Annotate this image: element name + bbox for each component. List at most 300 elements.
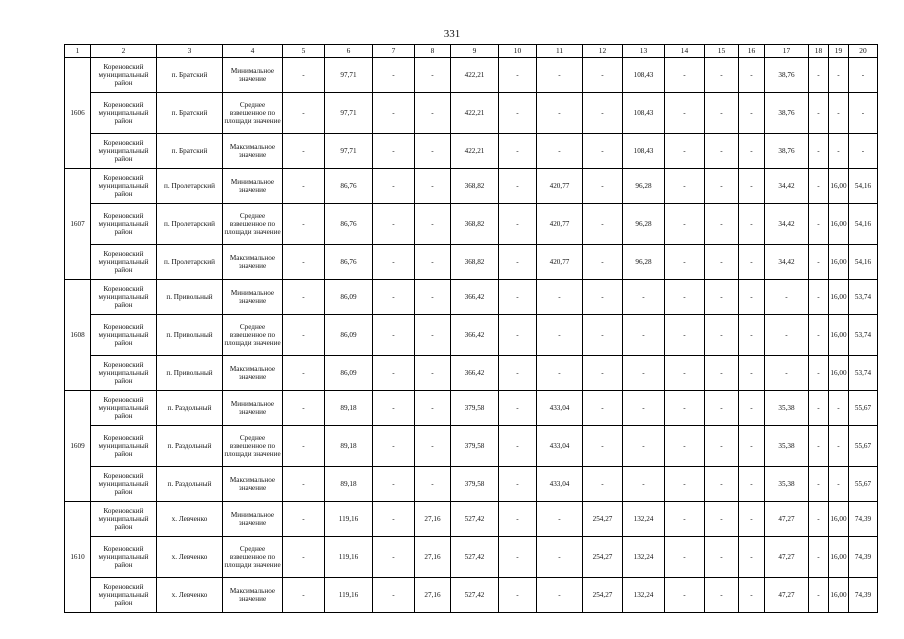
- value-cell: -: [665, 245, 705, 280]
- value-cell: -: [583, 134, 623, 169]
- district-cell: Кореновский муниципальный район: [91, 93, 157, 134]
- value-cell: -: [705, 93, 739, 134]
- value-cell: -: [809, 467, 829, 502]
- value-cell: 379,58: [451, 391, 499, 426]
- value-cell: -: [499, 537, 537, 578]
- value-cell: -: [283, 58, 325, 93]
- value-cell: -: [283, 315, 325, 356]
- statistic-cell: Среднее взвешенное по площади значение: [223, 537, 283, 578]
- value-cell: -: [665, 356, 705, 391]
- value-cell: -: [583, 391, 623, 426]
- district-cell: Кореновский муниципальный район: [91, 502, 157, 537]
- value-cell: 132,24: [623, 537, 665, 578]
- value-cell: 54,16: [849, 204, 878, 245]
- value-cell: 27,16: [415, 502, 451, 537]
- value-cell: -: [623, 467, 665, 502]
- value-cell: -: [739, 537, 765, 578]
- statistic-cell: Среднее взвешенное по площади значение: [223, 204, 283, 245]
- value-cell: -: [809, 502, 829, 537]
- value-cell: 379,58: [451, 467, 499, 502]
- statistic-cell: Максимальное значение: [223, 134, 283, 169]
- value-cell: 55,67: [849, 426, 878, 467]
- value-cell: 527,42: [451, 502, 499, 537]
- value-cell: -: [537, 134, 583, 169]
- value-cell: 38,76: [765, 93, 809, 134]
- value-cell: -: [809, 134, 829, 169]
- value-cell: -: [623, 391, 665, 426]
- column-header: 4: [223, 45, 283, 58]
- settlement-cell: х. Левченко: [157, 537, 223, 578]
- value-cell: 16,00: [829, 169, 849, 204]
- value-cell: -: [665, 426, 705, 467]
- value-cell: -: [415, 134, 451, 169]
- page-number: 331: [443, 28, 461, 40]
- value-cell: -: [705, 391, 739, 426]
- value-cell: -: [373, 578, 415, 613]
- value-cell: 74,39: [849, 502, 878, 537]
- value-cell: -: [829, 134, 849, 169]
- column-header: 19: [829, 45, 849, 58]
- table-row: [65, 391, 878, 426]
- value-cell: 34,42: [765, 204, 809, 245]
- column-header: 9: [451, 45, 499, 58]
- district-cell: Кореновский муниципальный район: [91, 169, 157, 204]
- value-cell: -: [765, 356, 809, 391]
- value-cell: -: [739, 169, 765, 204]
- settlement-cell: п. Братский: [157, 58, 223, 93]
- column-header: 12: [583, 45, 623, 58]
- value-cell: -: [415, 356, 451, 391]
- value-cell: -: [705, 502, 739, 537]
- value-cell: -: [665, 280, 705, 315]
- value-cell: 420,77: [537, 169, 583, 204]
- statistic-cell: Минимальное значение: [223, 280, 283, 315]
- value-cell: -: [809, 169, 829, 204]
- value-cell: -: [583, 356, 623, 391]
- value-cell: 254,27: [583, 502, 623, 537]
- table-row: [65, 93, 878, 134]
- value-cell: 422,21: [451, 58, 499, 93]
- value-cell: -: [809, 315, 829, 356]
- settlement-cell: х. Левченко: [157, 502, 223, 537]
- value-cell: -: [623, 356, 665, 391]
- table-row: [65, 58, 878, 93]
- value-cell: -: [829, 58, 849, 93]
- value-cell: -: [415, 391, 451, 426]
- value-cell: 86,09: [325, 280, 373, 315]
- value-cell: 74,39: [849, 578, 878, 613]
- value-cell: -: [373, 169, 415, 204]
- value-cell: 422,21: [451, 93, 499, 134]
- district-cell: Кореновский муниципальный район: [91, 426, 157, 467]
- value-cell: 16,00: [829, 537, 849, 578]
- value-cell: 16,00: [829, 502, 849, 537]
- value-cell: 433,04: [537, 391, 583, 426]
- settlement-cell: п. Раздольный: [157, 467, 223, 502]
- value-cell: -: [283, 134, 325, 169]
- value-cell: -: [537, 537, 583, 578]
- value-cell: -: [739, 204, 765, 245]
- value-cell: -: [705, 204, 739, 245]
- value-cell: -: [739, 426, 765, 467]
- value-cell: -: [739, 467, 765, 502]
- value-cell: -: [623, 315, 665, 356]
- value-cell: 47,27: [765, 502, 809, 537]
- value-cell: -: [705, 134, 739, 169]
- district-cell: Кореновский муниципальный район: [91, 58, 157, 93]
- value-cell: 16,00: [829, 204, 849, 245]
- value-cell: -: [373, 356, 415, 391]
- value-cell: 53,74: [849, 280, 878, 315]
- value-cell: 108,43: [623, 93, 665, 134]
- value-cell: -: [415, 93, 451, 134]
- value-cell: 74,39: [849, 537, 878, 578]
- value-cell: 47,27: [765, 578, 809, 613]
- value-cell: 86,76: [325, 169, 373, 204]
- value-cell: -: [829, 426, 849, 467]
- settlement-cell: п. Привольный: [157, 315, 223, 356]
- value-cell: 379,58: [451, 426, 499, 467]
- value-cell: -: [665, 134, 705, 169]
- value-cell: -: [373, 502, 415, 537]
- column-header: 16: [739, 45, 765, 58]
- value-cell: -: [499, 356, 537, 391]
- value-cell: 132,24: [623, 502, 665, 537]
- value-cell: -: [705, 578, 739, 613]
- value-cell: 254,27: [583, 537, 623, 578]
- statistic-cell: Минимальное значение: [223, 502, 283, 537]
- value-cell: -: [705, 280, 739, 315]
- settlement-cell: п. Раздольный: [157, 391, 223, 426]
- value-cell: -: [583, 467, 623, 502]
- column-header: 15: [705, 45, 739, 58]
- district-cell: Кореновский муниципальный район: [91, 315, 157, 356]
- value-cell: -: [665, 537, 705, 578]
- value-cell: 35,38: [765, 467, 809, 502]
- district-cell: Кореновский муниципальный район: [91, 245, 157, 280]
- value-cell: -: [283, 280, 325, 315]
- settlement-cell: п. Братский: [157, 93, 223, 134]
- value-cell: -: [537, 280, 583, 315]
- value-cell: -: [373, 134, 415, 169]
- statistic-cell: Среднее взвешенное по площади значение: [223, 426, 283, 467]
- value-cell: -: [415, 245, 451, 280]
- value-cell: -: [705, 315, 739, 356]
- value-cell: 368,82: [451, 204, 499, 245]
- value-cell: 96,28: [623, 169, 665, 204]
- statistic-cell: Минимальное значение: [223, 58, 283, 93]
- value-cell: -: [415, 280, 451, 315]
- value-cell: 16,00: [829, 578, 849, 613]
- value-cell: 97,71: [325, 134, 373, 169]
- value-cell: -: [705, 169, 739, 204]
- value-cell: 119,16: [325, 537, 373, 578]
- value-cell: 16,00: [829, 356, 849, 391]
- column-header: 7: [373, 45, 415, 58]
- value-cell: -: [537, 578, 583, 613]
- settlement-cell: п. Пролетарский: [157, 169, 223, 204]
- table-row: [65, 315, 878, 356]
- value-cell: 433,04: [537, 467, 583, 502]
- value-cell: -: [665, 204, 705, 245]
- value-cell: -: [583, 280, 623, 315]
- value-cell: -: [283, 426, 325, 467]
- district-cell: Кореновский муниципальный район: [91, 134, 157, 169]
- table-row: [65, 280, 878, 315]
- column-header: 2: [91, 45, 157, 58]
- value-cell: -: [499, 93, 537, 134]
- value-cell: 35,38: [765, 391, 809, 426]
- value-cell: -: [415, 315, 451, 356]
- value-cell: -: [665, 391, 705, 426]
- value-cell: -: [739, 315, 765, 356]
- value-cell: 54,16: [849, 169, 878, 204]
- value-cell: -: [499, 467, 537, 502]
- value-cell: -: [739, 93, 765, 134]
- value-cell: -: [373, 93, 415, 134]
- value-cell: -: [499, 204, 537, 245]
- district-cell: Кореновский муниципальный район: [91, 280, 157, 315]
- value-cell: -: [623, 426, 665, 467]
- value-cell: -: [849, 58, 878, 93]
- value-cell: 27,16: [415, 578, 451, 613]
- column-header: 1: [65, 45, 91, 58]
- value-cell: -: [283, 467, 325, 502]
- value-cell: 119,16: [325, 502, 373, 537]
- value-cell: -: [415, 467, 451, 502]
- value-cell: -: [809, 204, 829, 245]
- value-cell: -: [739, 58, 765, 93]
- header-row: [65, 45, 878, 58]
- value-cell: 47,27: [765, 537, 809, 578]
- value-cell: 366,42: [451, 280, 499, 315]
- value-cell: -: [583, 169, 623, 204]
- value-cell: -: [849, 134, 878, 169]
- column-header: 17: [765, 45, 809, 58]
- value-cell: 54,16: [849, 245, 878, 280]
- value-cell: -: [283, 537, 325, 578]
- value-cell: -: [537, 315, 583, 356]
- value-cell: -: [373, 315, 415, 356]
- value-cell: -: [373, 391, 415, 426]
- district-cell: Кореновский муниципальный район: [91, 537, 157, 578]
- value-cell: 89,18: [325, 467, 373, 502]
- value-cell: -: [583, 204, 623, 245]
- value-cell: -: [499, 578, 537, 613]
- column-header: 8: [415, 45, 451, 58]
- district-cell: Кореновский муниципальный район: [91, 391, 157, 426]
- value-cell: -: [537, 356, 583, 391]
- value-cell: 366,42: [451, 356, 499, 391]
- value-cell: 97,71: [325, 93, 373, 134]
- value-cell: 368,82: [451, 169, 499, 204]
- value-cell: -: [705, 537, 739, 578]
- value-cell: -: [705, 356, 739, 391]
- value-cell: 53,74: [849, 356, 878, 391]
- value-cell: 55,67: [849, 391, 878, 426]
- value-cell: 119,16: [325, 578, 373, 613]
- value-cell: -: [809, 93, 829, 134]
- column-header: 3: [157, 45, 223, 58]
- value-cell: -: [373, 537, 415, 578]
- value-cell: -: [583, 93, 623, 134]
- record-id-cell: 1608: [65, 280, 91, 391]
- statistic-cell: Минимальное значение: [223, 169, 283, 204]
- value-cell: 55,67: [849, 467, 878, 502]
- value-cell: -: [665, 169, 705, 204]
- value-cell: -: [849, 93, 878, 134]
- table-row: [65, 467, 878, 502]
- value-cell: 34,42: [765, 245, 809, 280]
- record-id-cell: 1606: [65, 58, 91, 169]
- value-cell: -: [283, 245, 325, 280]
- district-cell: Кореновский муниципальный район: [91, 356, 157, 391]
- value-cell: -: [499, 169, 537, 204]
- value-cell: -: [499, 426, 537, 467]
- value-cell: -: [283, 93, 325, 134]
- table-row: [65, 537, 878, 578]
- value-cell: 96,28: [623, 204, 665, 245]
- value-cell: 16,00: [829, 245, 849, 280]
- table-row: [65, 204, 878, 245]
- table-row: [65, 169, 878, 204]
- value-cell: 132,24: [623, 578, 665, 613]
- value-cell: -: [499, 58, 537, 93]
- value-cell: -: [373, 204, 415, 245]
- record-id-cell: 1607: [65, 169, 91, 280]
- settlement-cell: п. Братский: [157, 134, 223, 169]
- record-id-cell: 1610: [65, 502, 91, 613]
- value-cell: 34,42: [765, 169, 809, 204]
- statistic-cell: Максимальное значение: [223, 245, 283, 280]
- value-cell: -: [583, 58, 623, 93]
- record-id-cell: 1609: [65, 391, 91, 502]
- value-cell: -: [665, 578, 705, 613]
- value-cell: -: [665, 58, 705, 93]
- value-cell: -: [665, 93, 705, 134]
- table-row: [65, 356, 878, 391]
- settlement-cell: х. Левченко: [157, 578, 223, 613]
- statistic-cell: Максимальное значение: [223, 356, 283, 391]
- value-cell: -: [809, 280, 829, 315]
- value-cell: -: [829, 391, 849, 426]
- value-cell: -: [705, 245, 739, 280]
- value-cell: 527,42: [451, 537, 499, 578]
- value-cell: -: [499, 315, 537, 356]
- value-cell: -: [283, 391, 325, 426]
- value-cell: -: [829, 93, 849, 134]
- statistic-cell: Среднее взвешенное по площади значение: [223, 93, 283, 134]
- value-cell: -: [415, 426, 451, 467]
- settlement-cell: п. Привольный: [157, 356, 223, 391]
- statistic-cell: Максимальное значение: [223, 578, 283, 613]
- value-cell: 38,76: [765, 134, 809, 169]
- column-header: 13: [623, 45, 665, 58]
- value-cell: -: [415, 169, 451, 204]
- value-cell: -: [809, 391, 829, 426]
- value-cell: -: [739, 245, 765, 280]
- statistic-cell: Максимальное значение: [223, 467, 283, 502]
- column-header: 11: [537, 45, 583, 58]
- value-cell: -: [283, 169, 325, 204]
- column-header: 10: [499, 45, 537, 58]
- column-header: 6: [325, 45, 373, 58]
- value-cell: -: [415, 204, 451, 245]
- value-cell: -: [765, 280, 809, 315]
- value-cell: 89,18: [325, 426, 373, 467]
- value-cell: -: [739, 391, 765, 426]
- table-row: [65, 134, 878, 169]
- value-cell: -: [809, 537, 829, 578]
- value-cell: 422,21: [451, 134, 499, 169]
- value-cell: 527,42: [451, 578, 499, 613]
- value-cell: -: [373, 280, 415, 315]
- value-cell: -: [765, 315, 809, 356]
- statistic-cell: Минимальное значение: [223, 391, 283, 426]
- settlement-cell: п. Привольный: [157, 280, 223, 315]
- value-cell: -: [499, 280, 537, 315]
- column-header: 5: [283, 45, 325, 58]
- value-cell: -: [739, 280, 765, 315]
- value-cell: -: [809, 578, 829, 613]
- value-cell: -: [705, 467, 739, 502]
- value-cell: 35,38: [765, 426, 809, 467]
- value-cell: 53,74: [849, 315, 878, 356]
- district-cell: Кореновский муниципальный район: [91, 204, 157, 245]
- value-cell: -: [373, 245, 415, 280]
- value-cell: 89,18: [325, 391, 373, 426]
- value-cell: 108,43: [623, 134, 665, 169]
- column-header: 18: [809, 45, 829, 58]
- value-cell: -: [499, 391, 537, 426]
- value-cell: -: [705, 426, 739, 467]
- valuation-table: [64, 44, 878, 613]
- settlement-cell: п. Пролетарский: [157, 245, 223, 280]
- value-cell: 254,27: [583, 578, 623, 613]
- value-cell: 96,28: [623, 245, 665, 280]
- value-cell: -: [583, 426, 623, 467]
- value-cell: -: [283, 356, 325, 391]
- value-cell: 97,71: [325, 58, 373, 93]
- value-cell: -: [283, 502, 325, 537]
- value-cell: -: [665, 315, 705, 356]
- value-cell: -: [665, 467, 705, 502]
- value-cell: 86,09: [325, 315, 373, 356]
- value-cell: -: [809, 58, 829, 93]
- value-cell: -: [623, 280, 665, 315]
- settlement-cell: п. Пролетарский: [157, 204, 223, 245]
- value-cell: -: [809, 356, 829, 391]
- value-cell: 16,00: [829, 280, 849, 315]
- value-cell: -: [373, 58, 415, 93]
- value-cell: -: [499, 134, 537, 169]
- value-cell: -: [415, 58, 451, 93]
- value-cell: 86,76: [325, 245, 373, 280]
- value-cell: -: [373, 426, 415, 467]
- value-cell: -: [499, 502, 537, 537]
- value-cell: -: [583, 245, 623, 280]
- value-cell: 433,04: [537, 426, 583, 467]
- value-cell: -: [739, 502, 765, 537]
- value-cell: -: [283, 204, 325, 245]
- value-cell: 368,82: [451, 245, 499, 280]
- value-cell: -: [283, 578, 325, 613]
- value-cell: 86,09: [325, 356, 373, 391]
- value-cell: -: [537, 502, 583, 537]
- value-cell: -: [499, 245, 537, 280]
- value-cell: -: [809, 426, 829, 467]
- value-cell: -: [373, 467, 415, 502]
